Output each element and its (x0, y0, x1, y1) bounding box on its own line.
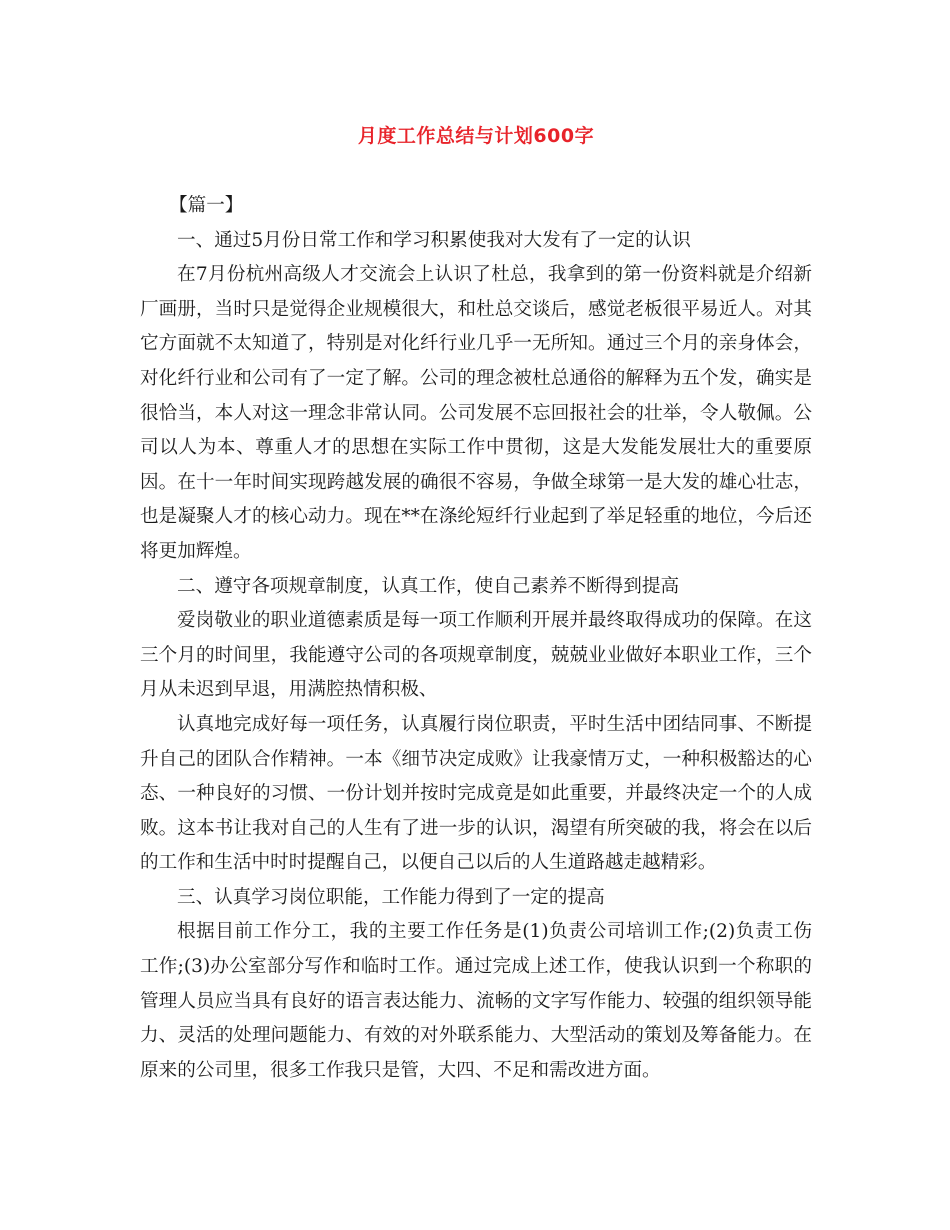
document-title: 月度工作总结与计划600字 (357, 125, 595, 147)
paragraph-4: 根据目前工作分工，我的主要工作任务是(1)负责公司培训工作;(2)负责工伤工作;(3)办公室部分写作和临时工作。通过完成上述工作，使我认识到一个称职的管理人员应当具有良好的语言表达能力、流畅的文字写作能力、较强的组织领导能力、灵活的处理问题能力、有效的对外联系能力、大型活动的策划及筹备能力。在原来的公司里，很多工作我只是管，大四、不足和需改进方面。 (140, 921, 812, 1081)
section-label: 【篇一】 (169, 195, 244, 216)
heading-1: 一、通过5月份日常工作和学习积累使我对大发有了一定的认识 (177, 229, 691, 251)
paragraph-2: 爱岗敬业的职业道德素质是每一项工作顺利开展并最终取得成功的保障。在这三个月的时间里，我能遵守公司的各项规章制度，兢兢业业做好本职业工作，三个月从未迟到早退，用满腔热情积极、 (140, 610, 812, 701)
heading-2: 二、遵守各项规章制度，认真工作，使自己素养不断得到提高 (177, 575, 680, 597)
paragraph-3: 认真地完成好每一项任务，认真履行岗位职责，平时生活中团结同事、不断提升自己的团队合作精神。一本《细节决定成败》让我豪情万丈，一种积极豁达的心态、一种良好的习惯、一份计划并按时完成竟是如此重要，并最终决定一个的人成败。这本书让我对自己的人生有了进一步的认识，渴望有所突破的我，将会在以后的工作和生活中时时提醒自己，以便自己以后的人生道路越走越精彩。 (140, 713, 812, 874)
document-body (140, 189, 812, 1088)
heading-3: 三、认真学习岗位职能，工作能力得到了一定的提高 (177, 886, 605, 908)
paragraph-1: 在7月份杭州高级人才交流会上认识了杜总，我拿到的第一份资料就是介绍新厂画册，当时只是觉得企业规模很大，和杜总交谈后，感觉老板很平易近人。对其它方面就不太知道了，特别是对化纤行业几乎一无所知。通过三个月的亲身体会，对化纤行业和公司有了一定了解。公司的理念被杜总通俗的解释为五个发，确实是很恰当，本人对这一理念非常认同。公司发展不忘回报社会的壮举，令人敬佩。公司以人为本、尊重人才的思想在实际工作中贯彻，这是大发能发展壮大的重要原因。在十一年时间实现跨越发展的确很不容易，争做全球第一是大发的雄心壮志，也是凝聚人才的核心动力。现在**在涤纶短纤行业起到了举足轻重的地位，今后还将更加辉煌。 (140, 264, 812, 562)
